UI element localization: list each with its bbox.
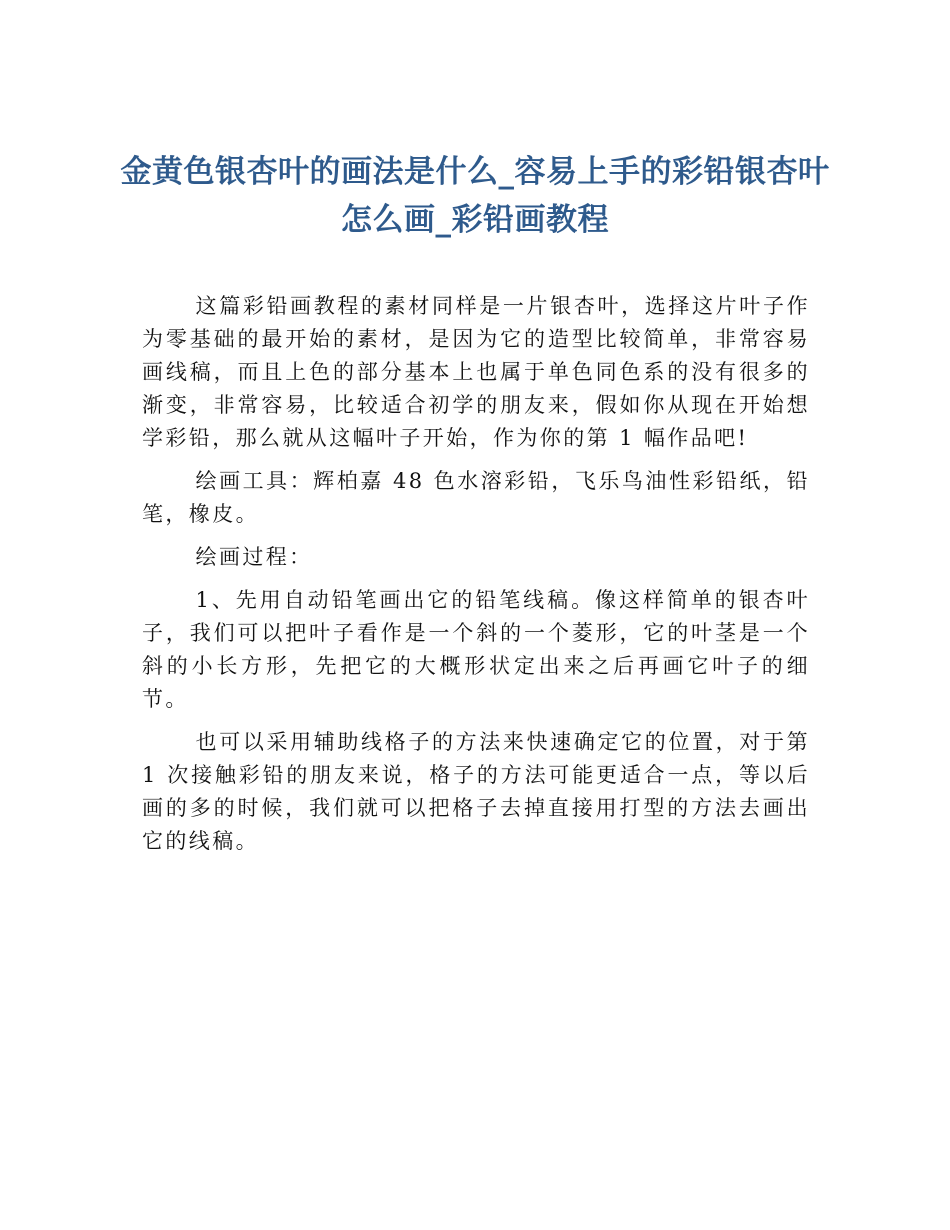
step-one-paragraph: 1、先用自动铅笔画出它的铅笔线稿。像这样简单的银杏叶子，我们可以把叶子看作是一个斜的一个菱形，它的叶茎是一个斜的小长方形，先把它的大概形状定出来之后再画它叶子的细节。 [142,588,810,711]
grid-method-paragraph: 也可以采用辅助线格子的方法来快速确定它的位置，对于第 1 次接触彩铅的朋友来说，格子的方法可能更适合一点，等以后画的多的时候，我们就可以把格子去掉直接用打型的方法去画出它的线稿。 [142,730,810,853]
document-title: 金黄色银杏叶的画法是什么_容易上手的彩铅银杏叶怎么画_彩铅画教程 [120,154,830,238]
tools-paragraph: 绘画工具：辉柏嘉 48 色水溶彩铅，飞乐鸟油性彩铅纸，铅笔，橡皮。 [142,469,810,526]
document-body [142,290,810,868]
process-heading: 绘画过程： [195,545,313,569]
intro-paragraph: 这篇彩铅画教程的素材同样是一片银杏叶，选择这片叶子作为零基础的最开始的素材，是因为它的造型比较简单，非常容易画线稿，而且上色的部分基本上也属于单色同色系的没有很多的渐变，非常容易，比较适合初学的朋友来，假如你从现在开始想学彩铅，那么就从这幅叶子开始，作为你的第 1 幅作品吧! [142,294,810,450]
